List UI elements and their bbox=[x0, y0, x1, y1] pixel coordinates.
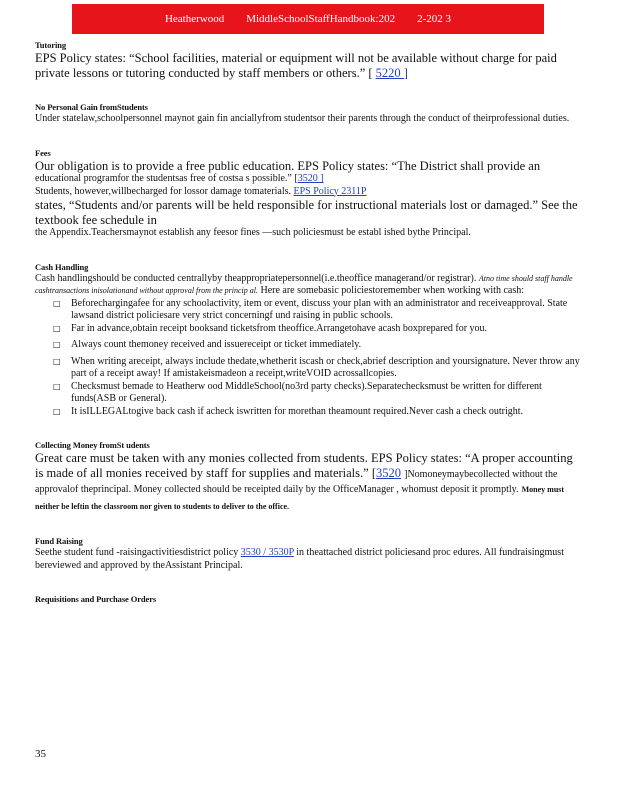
list-item: □ It isILLEGALtogive back cash if acheck iswritten for morethan theamount required.Never cash a check outright. bbox=[53, 405, 524, 417]
fees-text1: Our obligation is to provide a free public education. EPS Policy states: “The District shall provide an bbox=[35, 158, 541, 173]
list-item: □ Beforechargingafee for any schoolactivity, item or event, discuss your plan with an administrator and receiveapproval. State lawsand district policiesare very strict concerningf und raising in public schools. bbox=[53, 297, 568, 321]
header-title: Heatherwood MiddleSchoolStaffHandbook:202 2-202 3 bbox=[164, 13, 452, 25]
square-bullet-icon: □ bbox=[53, 340, 61, 349]
policy-3530-link[interactable]: 3530 / 3530P bbox=[240, 547, 294, 558]
list-item: □ Checksmust bemade to Heatherw ood MiddleSchool(no3rd party checks).Separatechecksmust be written for different funds(ASB or General). bbox=[53, 380, 542, 404]
fees-paragraph bbox=[35, 173, 583, 198]
square-bullet-icon: □ bbox=[53, 298, 61, 308]
list-item: □ Always count themoney received and issuereceipt or ticket immediately. bbox=[53, 339, 362, 350]
fund-raising-text1: Seethe student fund -raisingactivitiesdistrict policy bbox=[35, 547, 239, 558]
fund-raising-paragraph bbox=[35, 547, 583, 572]
fees-text3: Students, however,willbecharged for lossor damage tomaterials. bbox=[35, 185, 292, 197]
fund-raising-heading: Fund Raising bbox=[35, 536, 83, 546]
collecting-money-text1: Great care must be taken with any monies collected from students. EPS Policy states: “A proper accounting is made of all monies received by staff for supplies and materials.” [ bbox=[35, 451, 573, 480]
collecting-money-paragraph bbox=[35, 451, 583, 514]
collecting-money-text2: ]Nomoneymaybecollected without the approvalof theprincipal. Money collected should be receipted daily by the OfficeManager , whomust deposit it promptly. bbox=[35, 468, 558, 495]
policy-3520-link-2[interactable]: 3520 bbox=[375, 465, 401, 480]
no-personal-gain-heading: No Personal Gain fromStudents bbox=[35, 102, 148, 112]
fees-text4: states, “Students and/or parents will be held responsible for instructional materials lost or damaged.” See the textbook fee schedule in bbox=[35, 198, 578, 227]
tutoring-text: EPS Policy states: “School facilities, material or equipment will not be available without charge for paid private lessons or tutoring conducted by staff members or others.” [ bbox=[35, 51, 557, 80]
page-header bbox=[72, 4, 544, 34]
tutoring-paragraph bbox=[35, 51, 583, 80]
square-bullet-icon: □ bbox=[53, 323, 61, 333]
requisitions-heading: Requisitions and Purchase Orders bbox=[35, 594, 157, 604]
no-personal-gain-text: Under statelaw,schoolpersonnel maynot gain fin anciallyfrom studentsor their parents through the conduct of theirprofessional duties. bbox=[35, 113, 570, 124]
policy-5220-link[interactable]: 5220 ] bbox=[375, 65, 408, 80]
list-item: □ Far in advance,obtain receipt booksand ticketsfrom theoffice.Arrangetohave acash boxprepared for you. bbox=[53, 322, 488, 334]
square-bullet-icon: □ bbox=[53, 356, 61, 366]
fees-text2: educational programfor the studentsas free of costsa s possible.” [ bbox=[35, 173, 298, 184]
cash-handling-intro1: Cash handlingshould be conducted centrallyby theappropriatepersonnel(i.e.theoffice managerand/or registrar). bbox=[35, 272, 477, 284]
policy-2311p-link[interactable]: EPS Policy 2311P bbox=[293, 185, 367, 197]
cash-handling-intro2: Here are somebasic policiestoremember when working with cash: bbox=[260, 285, 524, 296]
policy-3520-link[interactable]: 3520 ] bbox=[297, 173, 324, 184]
list-item: □ When writing areceipt, always include thedate,whetherit iscash or check,abrief description and yoursignature. Never throw any part of a receipt away! If amistakeismadeon a receipt,writeVOID acrossallcopies. bbox=[53, 355, 580, 379]
cash-handling-heading: Cash Handling bbox=[35, 261, 89, 272]
fund-raising-text2: in theattached district policiesand proc edures. All fundraisingmust bereviewed and approved by theAssistant Principal. bbox=[35, 547, 564, 571]
square-bullet-icon: □ bbox=[53, 381, 61, 391]
fees-text5: the Appendix.Teachersmaynot establish any feesor fines —such policiesmust be establ ished bythe Principal. bbox=[35, 227, 471, 238]
tutoring-heading: Tutoring bbox=[35, 40, 67, 50]
fees-heading: Fees bbox=[35, 147, 51, 158]
cash-handling-intro bbox=[35, 273, 583, 298]
cash-handling-italic-note: Atno time should staff handle cashtransactions inisolationand without approval from the princip al. bbox=[35, 273, 573, 295]
cash-policy-list bbox=[53, 298, 583, 419]
collecting-money-heading: Collecting Money fromSt udents bbox=[35, 440, 150, 450]
document-body bbox=[35, 40, 583, 605]
square-bullet-icon: □ bbox=[53, 406, 61, 416]
collecting-money-warning: Money must neither be leftin the classroom nor given to students to deliver to the office. bbox=[35, 485, 565, 511]
page-number: 35 bbox=[35, 748, 46, 760]
